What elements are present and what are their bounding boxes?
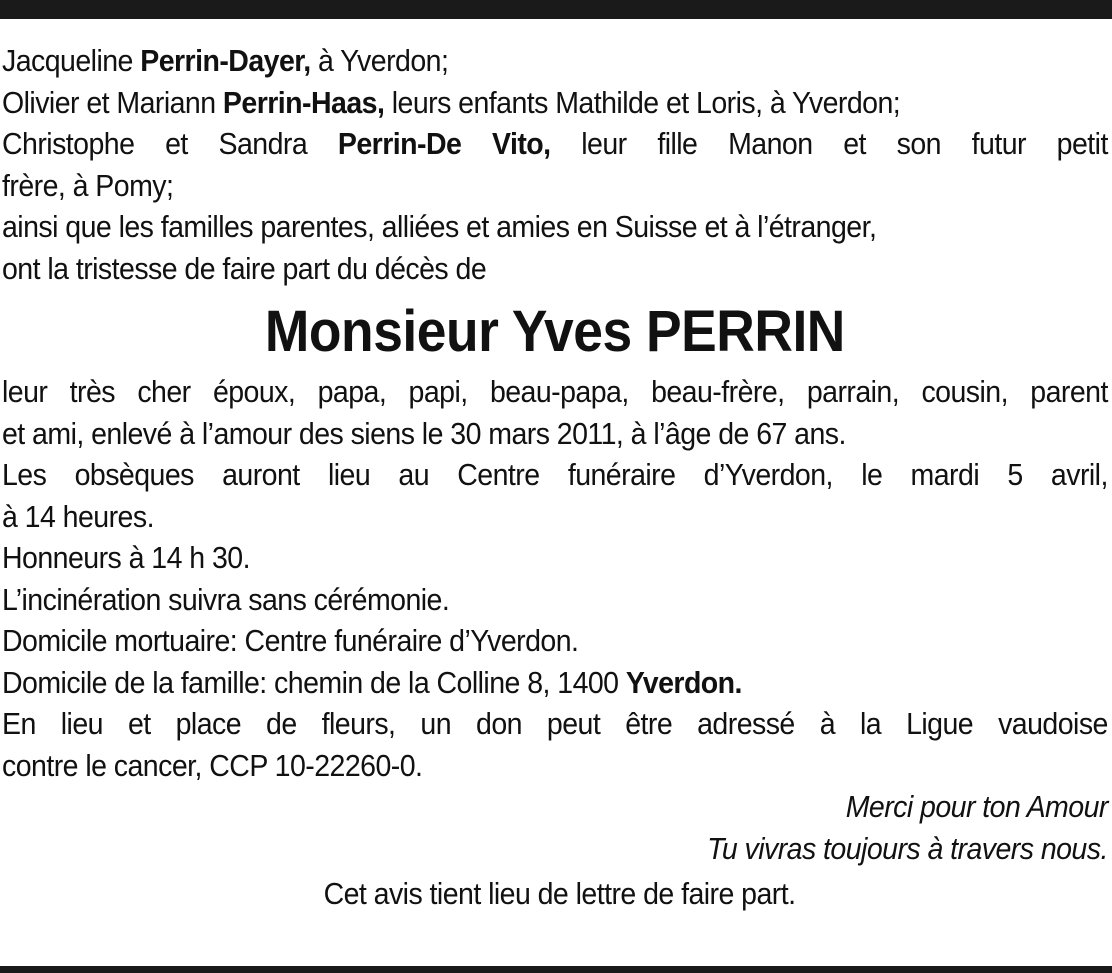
family-address: Domicile de la famille: chemin de la Colline 8, 1400 — [2, 664, 619, 700]
family-location: leurs enfants Mathilde et Loris, à Yverdon; — [391, 84, 901, 120]
detail-line-9: En lieu et place de fleurs, un don peut être adressé à la Ligue vaudoise — [2, 706, 1108, 741]
family-surname: Perrin-Dayer, — [140, 43, 311, 78]
detail-line-10: contre le cancer, CCP 10-22260-0. — [2, 747, 423, 783]
detail-line-8 — [2, 662, 1108, 704]
family-line-2 — [2, 82, 1108, 124]
family-line-3-cont: frère, à Pomy; — [2, 167, 174, 203]
top-rule — [0, 0, 1112, 19]
closing-note: Cet avis tient lieu de lettre de faire part. — [323, 876, 796, 911]
family-surname: Perrin-Haas, — [222, 84, 385, 120]
obituary-notice — [2, 40, 1108, 915]
family-location: à Yverdon; — [317, 43, 449, 78]
deceased-name-heading: Monsieur Yves PERRIN — [264, 299, 845, 364]
detail-line-2: et ami, enlevé à l’amour des siens le 30 mars 2011, à l’âge de 67 ans. — [2, 415, 846, 451]
detail-line-4: à 14 heures. — [2, 498, 154, 534]
detail-line-6: L’incinération suivra sans cérémonie. — [2, 581, 450, 617]
family-member-name: Olivier et Mariann — [2, 84, 216, 120]
family-member-name: Jacqueline — [2, 43, 133, 78]
bottom-rule — [0, 966, 1112, 973]
family-member-name: Christophe et Sandra — [2, 126, 308, 161]
family-city: Yverdon. — [625, 664, 742, 700]
family-location: leur fille Manon et son futur petit — [581, 126, 1108, 161]
family-line-1 — [2, 40, 1108, 82]
quote-line-2: Tu vivras toujours à travers nous. — [707, 830, 1108, 866]
detail-line-7: Domicile mortuaire: Centre funéraire d’Yverdon. — [2, 623, 579, 658]
family-line-3 — [2, 123, 1108, 165]
quote-line-1: Merci pour ton Amour — [845, 789, 1108, 824]
family-line-5: ont la tristesse de faire part du décès de — [2, 250, 487, 286]
detail-line-5: Honneurs à 14 h 30. — [2, 540, 250, 575]
detail-line-1: leur très cher époux, papa, papi, beau-papa, beau-frère, parrain, cousin, parent — [2, 374, 1108, 409]
detail-line-3: Les obsèques auront lieu au Centre funéraire d’Yverdon, le mardi 5 avril, — [2, 457, 1108, 492]
family-line-4: ainsi que les familles parentes, alliées et amies en Suisse et à l’étranger, — [2, 209, 877, 244]
family-surname: Perrin-De Vito, — [337, 126, 551, 161]
